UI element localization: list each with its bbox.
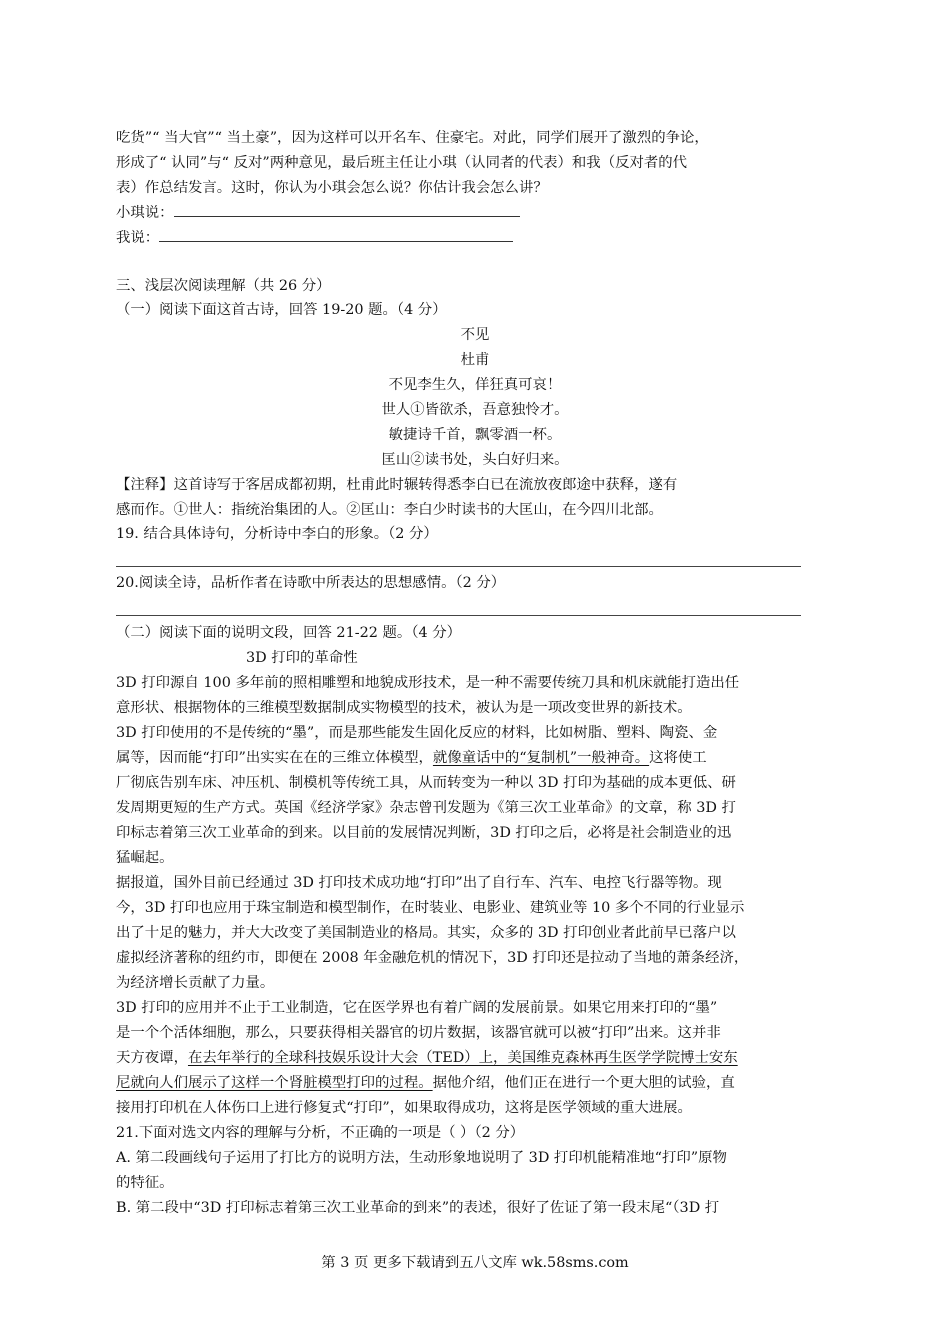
intro-line-2: 形成了“ 认同”与“ 反对”两种意见，最后班主任让小琪（认同者的代表）和我（反对者的代 (116, 155, 688, 171)
note-line-2: 感而作。①世人：指统治集团的人。②匡山：李白少时读书的大匡山，在今四川北部。 (116, 502, 663, 518)
answer-line-19[interactable] (116, 566, 801, 567)
poem-line: 不见李生久，佯狂真可哀！ (388, 377, 562, 393)
article-paragraph-line: 厂彻底告别车床、冲压机、制模机等传统工具，从而转变为一种以 3D 打印为基础的成本更低、研 (116, 775, 736, 791)
part-1-intro: （一）阅读下面这首古诗，回答 19-20 题。（4 分） (116, 302, 447, 318)
article-paragraph-line: 是一个个活体细胞，那么，只要获得相关器官的切片数据，该器官就可以被“打印”出来。这并非 (116, 1025, 721, 1041)
poem-line: 世人①皆欲杀，吾意独怜才。 (381, 402, 569, 418)
question-19: 19. 结合具体诗句，分析诗中李白的形象。（2 分） (116, 526, 438, 542)
section-3-title: 三、浅层次阅读理解（共 26 分） (116, 278, 331, 294)
option-b-line-1: B. 第二段中“3D 打印标志着第三次工业革命的到来”的表述，很好了佐证了第一段末尾“（3D 打 (116, 1200, 720, 1216)
underlined-sentence: 就像童话中的“复制机”一般神奇。 (432, 750, 650, 766)
poem-line: 敏捷诗千首，飘零酒一杯。 (388, 427, 562, 443)
question-20: 20.阅读全诗，品析作者在诗歌中所表达的思想感情。（2 分） (116, 575, 506, 591)
poem-author: 杜甫 (460, 352, 490, 368)
article-paragraph-line (116, 1046, 738, 1070)
answer-line-20[interactable] (116, 615, 801, 616)
underlined-sentence: 尼就向人们展示了这样一个肾脏模型打印的过程。 (116, 1075, 433, 1091)
page-footer: 第 3 页 更多下载请到五八文库 wk.58sms.com (321, 1255, 629, 1271)
article-text: 属等，因而能“打印”出实实在在的三维立体模型， (116, 750, 433, 766)
option-a-line-2: 的特征。 (116, 1175, 174, 1191)
xiaoqi-label: 小琪说： (116, 205, 174, 221)
article-text: 据他介绍，他们正在进行一个更大胆的试验，直 (432, 1075, 735, 1091)
my-answer-blank[interactable] (159, 227, 513, 242)
intro-line-3: 表）作总结发言。这时，你认为小琪会怎么说？你估计我会怎么讲？ (116, 180, 548, 196)
article-paragraph-line (116, 746, 707, 770)
article-paragraph-line: 虚拟经济著称的纽约市，即便在 2008 年金融危机的情况下，3D 打印还是拉动了当地的萧条经济， (116, 950, 749, 966)
article-paragraph-line: 为经济增长贡献了力量。 (116, 975, 275, 991)
article-paragraph-line: 3D 打印使用的不是传统的“墨”，而是那些能发生固化反应的材料，比如树脂、塑料、陶瓷、金 (116, 725, 718, 741)
note-line-1: 【注释】这首诗写于客居成都初期，杜甫此时辗转得悉李白已在流放夜郎途中获释，遂有 (116, 477, 678, 493)
poem-title: 不见 (460, 327, 490, 343)
article-paragraph-line: 意形状、根据物体的三维模型数据制成实物模型的技术，被认为是一项改变世界的新技术。 (116, 700, 692, 716)
poem-line: 匡山②读书处，头白好归来。 (381, 452, 569, 468)
option-a-line-1: A. 第二段画线句子运用了打比方的说明方法，生动形象地说明了 3D 打印机能精准地“打印”原物 (116, 1150, 727, 1166)
my-answer-line (116, 226, 513, 250)
article-paragraph-line (116, 1071, 735, 1095)
article-paragraph-line: 猛崛起。 (116, 850, 174, 866)
underlined-sentence: 在去年举行的全球科技娱乐设计大会（TED）上，美国维克森林再生医学学院博士安东 (187, 1050, 738, 1066)
xiaoqi-answer-blank[interactable] (174, 202, 520, 217)
article-text: 这将使工 (649, 750, 707, 766)
article-text: 天方夜谭， (116, 1050, 188, 1066)
article-paragraph-line: 印标志着第三次工业革命的到来。以目前的发展情况判断，3D 打印之后，必将是社会制造业的迅 (116, 825, 732, 841)
article-paragraph-line: 据报道，国外目前已经通过 3D 打印技术成功地“打印”出了自行车、汽车、电控飞行器等物。现 (116, 875, 722, 891)
article-paragraph-line: 发周期更短的生产方式。英国《经济学家》杂志曾刊发题为《第三次工业革命》的文章，称 3D 打 (116, 800, 736, 816)
article-paragraph-line: 出了十足的魅力，并大大改变了美国制造业的格局。其实，众多的 3D 打印创业者此前早已落户以 (116, 925, 736, 941)
article-paragraph-line: 接用打印机在人体伤口上进行修复式“打印”，如果取得成功，这将是医学领域的重大进展。 (116, 1100, 692, 1116)
article-title: 3D 打印的革命性 (246, 650, 358, 666)
article-paragraph-line: 今，3D 打印也应用于珠宝制造和模型制作，在时装业、电影业、建筑业等 10 多个不同的行业显示 (116, 900, 745, 916)
article-paragraph-line: 3D 打印的应用并不止于工业制造，它在医学界也有着广阔的发展前景。如果它用来打印的“墨” (116, 1000, 718, 1016)
part-2-intro: （二）阅读下面的说明文段，回答 21-22 题。（4 分） (116, 625, 461, 641)
my-label: 我说： (116, 230, 160, 246)
question-21-stem: 21.下面对选文内容的理解与分析，不正确的一项是（ ）（2 分） (116, 1125, 525, 1141)
xiaoqi-answer-line (116, 201, 520, 225)
intro-line-1: 吃货”“ 当大官”“ 当土豪”，因为这样可以开名车、住豪宅。对此，同学们展开了激烈的争论， (116, 130, 709, 146)
article-paragraph-line: 3D 打印源自 100 多年前的照相雕塑和地貌成形技术，是一种不需要传统刀具和机床就能打造出任 (116, 675, 740, 691)
